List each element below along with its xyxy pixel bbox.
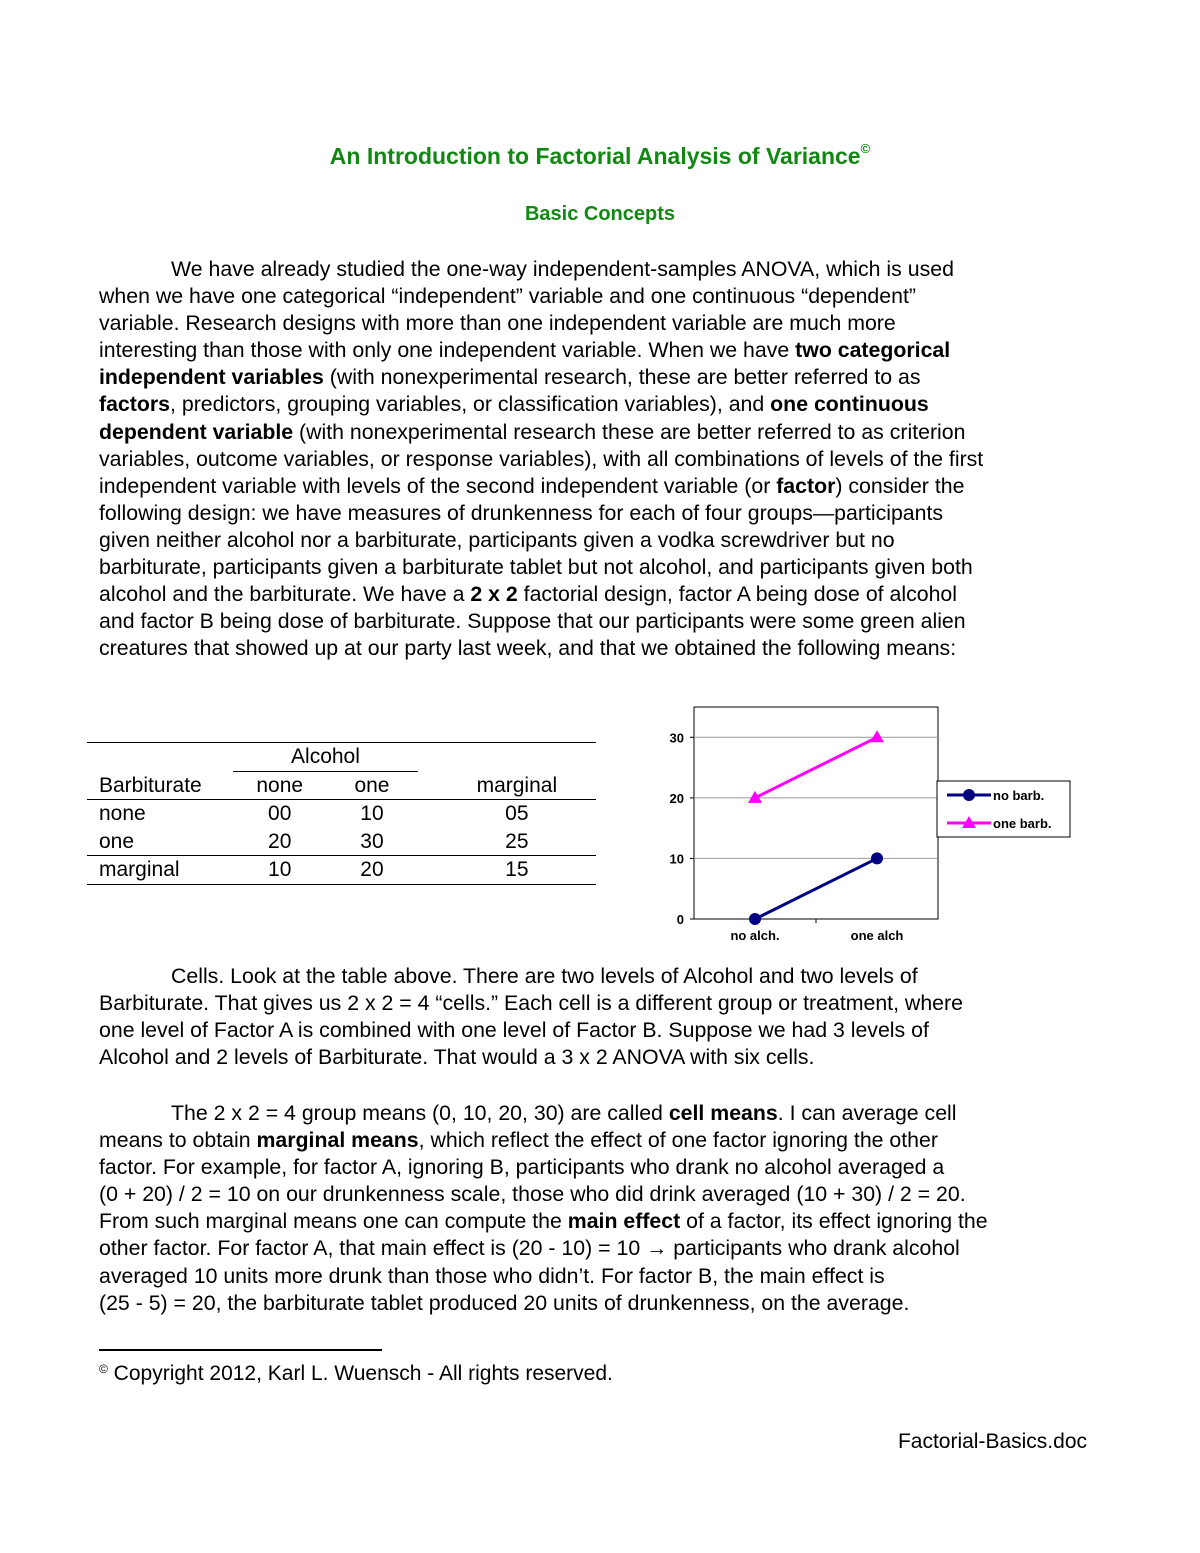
text-line: independent variable with levels of the second independent variable (or factor) consider the bbox=[99, 473, 965, 498]
row-label: marginal bbox=[87, 856, 233, 885]
text-line: variables, outcome variables, or response variables), with all combinations of levels of the first bbox=[99, 446, 984, 471]
cells-paragraph bbox=[99, 963, 1101, 1071]
legend-label: one barb. bbox=[993, 816, 1052, 831]
table-header-row bbox=[87, 772, 596, 800]
bold-term: dependent variable bbox=[99, 419, 294, 444]
text-line: (0 + 20) / 2 = 10 on our drunkenness scale, those who did drink averaged (10 + 30) / 2 = 20. bbox=[99, 1182, 966, 1207]
column-header: Barbiturate bbox=[87, 772, 233, 800]
text-line: and factor B being dose of barbiturate. Suppose that our participants were some green alien bbox=[99, 609, 966, 634]
table-cell: 10 bbox=[233, 856, 326, 885]
text-line: following design: we have measures of drunkenness for each of four groups—participants bbox=[99, 500, 944, 525]
table-cell: 30 bbox=[326, 828, 417, 856]
data-point-marker bbox=[871, 852, 883, 864]
y-tick-label: 20 bbox=[669, 790, 684, 806]
table-cell: 25 bbox=[418, 828, 596, 856]
footnote-divider bbox=[99, 1349, 382, 1351]
row-label: one bbox=[87, 828, 233, 856]
x-tick-label: one alch bbox=[850, 928, 904, 943]
column-header: none bbox=[233, 772, 326, 800]
text-line: Barbiturate. That gives us 2 x 2 = 4 “cells.” Each cell is a different group or treatment, where bbox=[99, 991, 963, 1016]
text-line: Alcohol and 2 levels of Barbiturate. That would a 3 x 2 ANOVA with six cells. bbox=[99, 1045, 815, 1070]
text-line: The 2 x 2 = 4 group means (0, 10, 20, 30) are called cell means. I can average cell bbox=[171, 1101, 957, 1125]
bold-term: cell means bbox=[668, 1101, 778, 1125]
copyright-mark: © bbox=[860, 141, 871, 156]
text-line: dependent variable (with nonexperimental research these are better referred to as criterion bbox=[99, 419, 966, 444]
row-label: none bbox=[99, 802, 146, 825]
text-line: From such marginal means one can compute the main effect of a factor, its effect ignoring the bbox=[99, 1209, 988, 1234]
text-line: creatures that showed up at our party last week, and that we obtained the following means: bbox=[99, 636, 957, 661]
footnote-text: Copyright 2012, Karl L. Wuensch - All rights reserved. bbox=[107, 1362, 613, 1385]
text-line: (25 - 5) = 20, the barbiturate tablet produced 20 units of drunkenness, on the average. bbox=[99, 1290, 910, 1315]
y-tick-label: 0 bbox=[676, 912, 684, 927]
alcohol-header: Alcohol bbox=[233, 743, 417, 772]
document-filename: Factorial-Basics.doc bbox=[897, 1430, 1087, 1453]
text-line: variable. Research designs with more than one independent variable are much more bbox=[99, 311, 896, 336]
interaction-line-chart bbox=[650, 705, 1080, 945]
table-cell: 20 bbox=[326, 856, 417, 885]
table-row bbox=[87, 800, 596, 828]
column-header: one bbox=[326, 772, 417, 800]
section-heading: Basic Concepts bbox=[524, 203, 676, 225]
y-tick-label: 30 bbox=[669, 730, 684, 746]
text-line: We have already studied the one-way independent-samples ANOVA, which is used bbox=[171, 257, 954, 281]
intro-paragraph bbox=[99, 256, 1101, 662]
table-cell: 10 bbox=[360, 802, 384, 825]
text-line: factor. For example, for factor A, ignoring B, participants who drank no alcohol averaged a bbox=[99, 1155, 945, 1180]
cell-means-paragraph bbox=[99, 1100, 1101, 1317]
bold-term: independent variables bbox=[99, 365, 324, 390]
text-line: alcohol and the barbiturate. We have a 2 x 2 factorial design, factor A being dose of alcohol bbox=[99, 582, 957, 607]
title-text: An Introduction to Factorial Analysis of Variance bbox=[329, 143, 861, 169]
text-line: when we have one categorical “independent” variable and one continuous “dependent” bbox=[99, 284, 916, 309]
copyright-mark: © bbox=[99, 1362, 108, 1376]
text-line: one level of Factor A is combined with one level of Factor B. Suppose we had 3 levels of bbox=[99, 1018, 929, 1043]
data-point-marker bbox=[749, 913, 761, 925]
footnote bbox=[99, 1362, 613, 1386]
text-line: other factor. For factor A, that main effect is (20 - 10) = 10 → participants who drank alcohol bbox=[99, 1236, 960, 1261]
bold-term: two categorical bbox=[795, 338, 951, 363]
table-row bbox=[87, 828, 596, 856]
bold-term: one continuous bbox=[770, 392, 929, 417]
means-table bbox=[87, 742, 596, 885]
table-cell: 20 bbox=[233, 828, 326, 856]
text-line: means to obtain marginal means, which reflect the effect of one factor ignoring the other bbox=[99, 1128, 938, 1153]
column-header: marginal bbox=[418, 772, 596, 800]
bold-term: 2 x 2 bbox=[470, 582, 518, 607]
table-cell: 00 bbox=[268, 802, 292, 825]
table-group-header-row bbox=[87, 743, 596, 772]
bold-term: factor bbox=[776, 473, 836, 498]
text-line: barbiturate, participants given a barbiturate tablet but not alcohol, and participants given both bbox=[99, 555, 973, 580]
y-tick-label: 10 bbox=[669, 851, 684, 867]
legend-label: no barb. bbox=[993, 788, 1045, 803]
text-line: independent variables (with nonexperimental research, these are better referred to as bbox=[99, 365, 921, 390]
table-row bbox=[87, 856, 596, 885]
x-tick-label: no alch. bbox=[730, 928, 780, 943]
data-point-marker bbox=[963, 789, 975, 801]
text-line: Cells. Look at the table above. There are two levels of Alcohol and two levels of bbox=[171, 964, 918, 988]
bold-term: main effect bbox=[567, 1209, 681, 1234]
bold-term: marginal means bbox=[256, 1128, 419, 1153]
document-title bbox=[0, 143, 1200, 170]
text-line: factors, predictors, grouping variables, or classification variables), and one continuous bbox=[99, 392, 929, 417]
table-cell: 15 bbox=[418, 856, 596, 885]
text-line: given neither alcohol nor a barbiturate, participants given a vodka screwdriver but no bbox=[99, 527, 895, 552]
table-cell: 05 bbox=[505, 802, 529, 825]
text-line: interesting than those with only one independent variable. When we have two categorical bbox=[99, 338, 951, 363]
bold-term: factors bbox=[99, 392, 171, 417]
text-line: averaged 10 units more drunk than those who didn’t. For factor B, the main effect is bbox=[99, 1263, 885, 1288]
